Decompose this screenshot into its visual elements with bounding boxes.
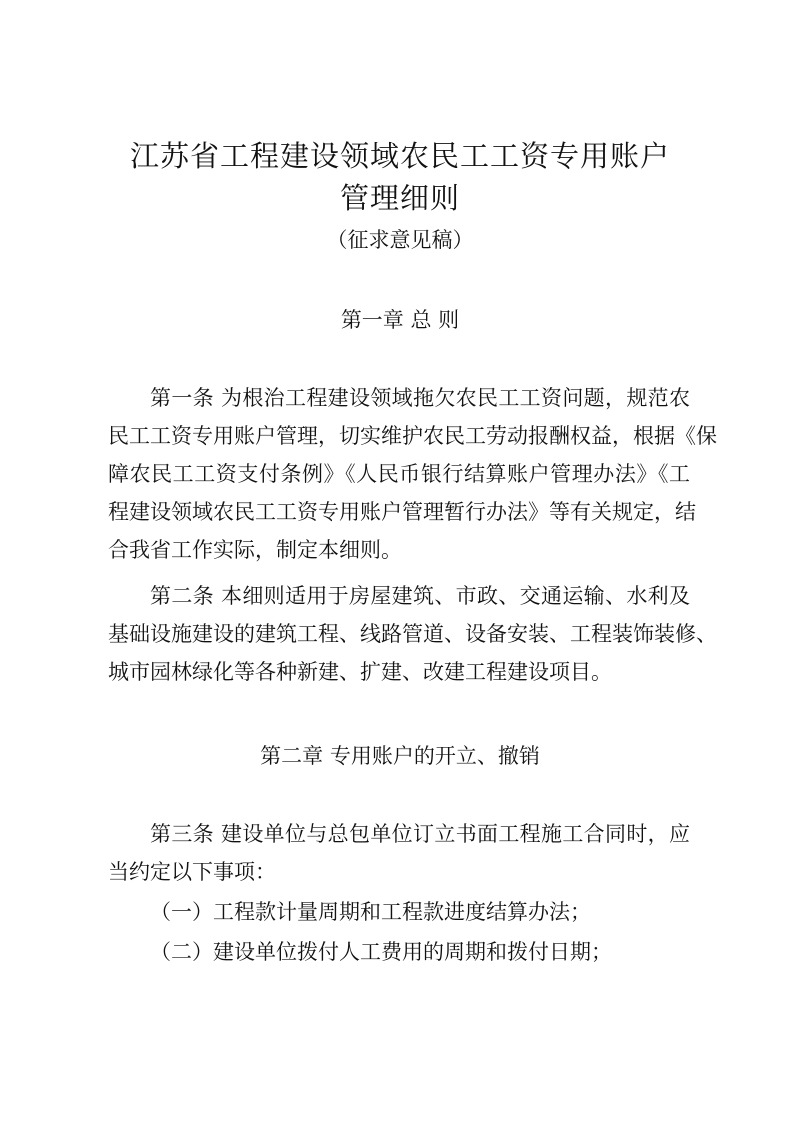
article-2-line-2: 基础设施建设的建筑工程、线路管道、设备安装、工程装饰装修、 [108,622,717,646]
article-3-line-2: 当约定以下事项： [108,860,276,884]
article-1-line-4: 程建设领域农民工工资专用账户管理暂行办法》等有关规定，结 [108,500,696,524]
article-3-item-1: （一）工程款计量周期和工程款进度结算办法； [150,900,591,924]
article-2-line-1: 第二条 本细则适用于房屋建筑、市政、交通运输、水利及 [150,584,690,608]
article-2-line-3: 城市园林绿化等各种新建、扩建、改建工程建设项目。 [108,660,612,684]
document-subtitle: （征求意见稿） [326,228,474,252]
article-1-line-5: 合我省工作实际，制定本细则。 [108,538,402,562]
document-title-line-2: 管理细则 [339,181,460,215]
article-1-line-3: 障农民工工资支付条例》《人民币银行结算账户管理办法》《工 [108,462,690,486]
article-1-line-1: 第一条 为根治工程建设领域拖欠农民工工资问题，规范农 [150,386,690,410]
chapter-1-heading: 第一章 总 则 [340,308,460,332]
document-title-line-1: 江苏省工程建设领域农民工工资专用账户 [129,139,670,173]
chapter-2-heading: 第二章 专用账户的开立、撤销 [260,744,540,768]
article-3-line-1: 第三条 建设单位与总包单位订立书面工程施工合同时，应 [150,822,690,846]
article-3-item-2: （二）建设单位拨付人工费用的周期和拨付日期； [150,940,612,964]
article-1-line-2: 民工工资专用账户管理，切实维护农民工劳动报酬权益，根据《保 [108,424,717,448]
